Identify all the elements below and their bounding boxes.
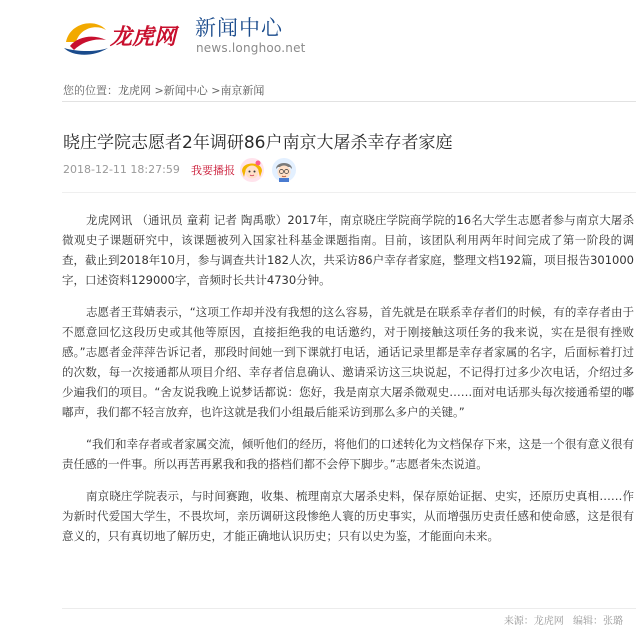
article-body — [62, 210, 634, 558]
article-footer — [498, 612, 623, 627]
site-domain: news.longhoo.net — [196, 41, 306, 55]
meta-divider — [62, 192, 636, 193]
article-paragraph-3: “我们和幸存者或者家属交流，倾听他们的经历，将他们的口述转化为文档保存下来，这是一个很有意义很有责任感的一件事。所以再苦再累我和我的搭档们都不会停下脚步。”志愿者朱杰说道。 — [62, 437, 634, 471]
breadcrumb-item-news-center[interactable]: 新闻中心 — [163, 84, 208, 97]
article-title: 晓庄学院志愿者2年调研86户南京大屠杀幸存者家庭 — [63, 133, 453, 154]
article-paragraph-2: 志愿者王茸婧表示，“这项工作却并没有我想的这么容易，首先就是在联系幸存者们的时候，有的幸存者由于不愿意回忆这段历史或其他等原因，直接拒绝我的电话邀约，对于刚接触这项任务的我来说，实在是很有挫败感。”志愿者金萍萍告诉记者，那段时间她一到下课就打电话，通话记录里都是幸存者家属的名字，后面标着打过的次数，每一次接通都从项目介绍、幸存者信息确认、邀请采访这三块说起，不记得打过多少次电话，介绍过多少遍我们的项目。“舍友说我晚上说梦话都说：您好，我是南京大屠杀微观史……面对电话那头每次接通希望的嘟嘟声，我们都不轻言放弃，也许这就是我们小组最后能采访到那么多户的关键。” — [62, 305, 634, 419]
breadcrumb — [63, 82, 264, 98]
breadcrumb-item-home[interactable]: 龙虎网 — [118, 84, 151, 97]
breadcrumb-divider — [62, 101, 636, 102]
article-meta — [63, 157, 637, 183]
audio-broadcast-link[interactable]: 我要播报 — [191, 164, 235, 177]
publish-date: 2018-12-11 18:27:59 — [63, 163, 180, 176]
breadcrumb-separator: > — [154, 84, 164, 97]
breadcrumb-separator: > — [211, 84, 221, 97]
article-paragraph-1: 龙虎网讯 （通讯员 童莉 记者 陶禹歌）2017年，南京晓庄学院商学院的16名大学生志愿者参与南京大屠杀微观史子课题研究中，该课题被列入国家社科基金课题指南。目前，该团队利用两年时间完成了第一阶段的调查，截止到2018年10月，参与调查共计182人次，共采访86户幸存者家庭，整理文档192篇，项目报告301000字，口述资料129000字，音频时长共计4730分钟。 — [62, 213, 634, 287]
girl-avatar-icon[interactable] — [239, 157, 265, 183]
breadcrumb-label: 您的位置： — [63, 84, 118, 97]
article-paragraph-4: 南京晓庄学院表示，与时间赛跑，收集、梳理南京大屠杀史料，保存原始证据、史实，还原历史真相……作为新时代爱国大学生，不畏坎坷，亲历调研这段惨绝人寰的历史事实，从而增强历史责任感和使命感，这是很有意义的，只有真切地了解历史，才能正确地认识历史；只有以史为鉴，才能面向未来。 — [62, 489, 634, 543]
footer-divider — [62, 608, 636, 609]
site-header — [0, 0, 639, 70]
breadcrumb-item-nanjing-news[interactable]: 南京新闻 — [220, 84, 265, 97]
longhoo-logo-icon[interactable] — [62, 12, 190, 62]
logo-text: 龙虎网 — [110, 24, 177, 50]
source-label: 来源：龙虎网 — [503, 616, 564, 627]
editor-label: 编辑：张璐 — [573, 616, 623, 627]
boy-avatar-icon[interactable] — [271, 157, 297, 183]
channel-title[interactable]: 新闻中心 — [195, 16, 283, 40]
